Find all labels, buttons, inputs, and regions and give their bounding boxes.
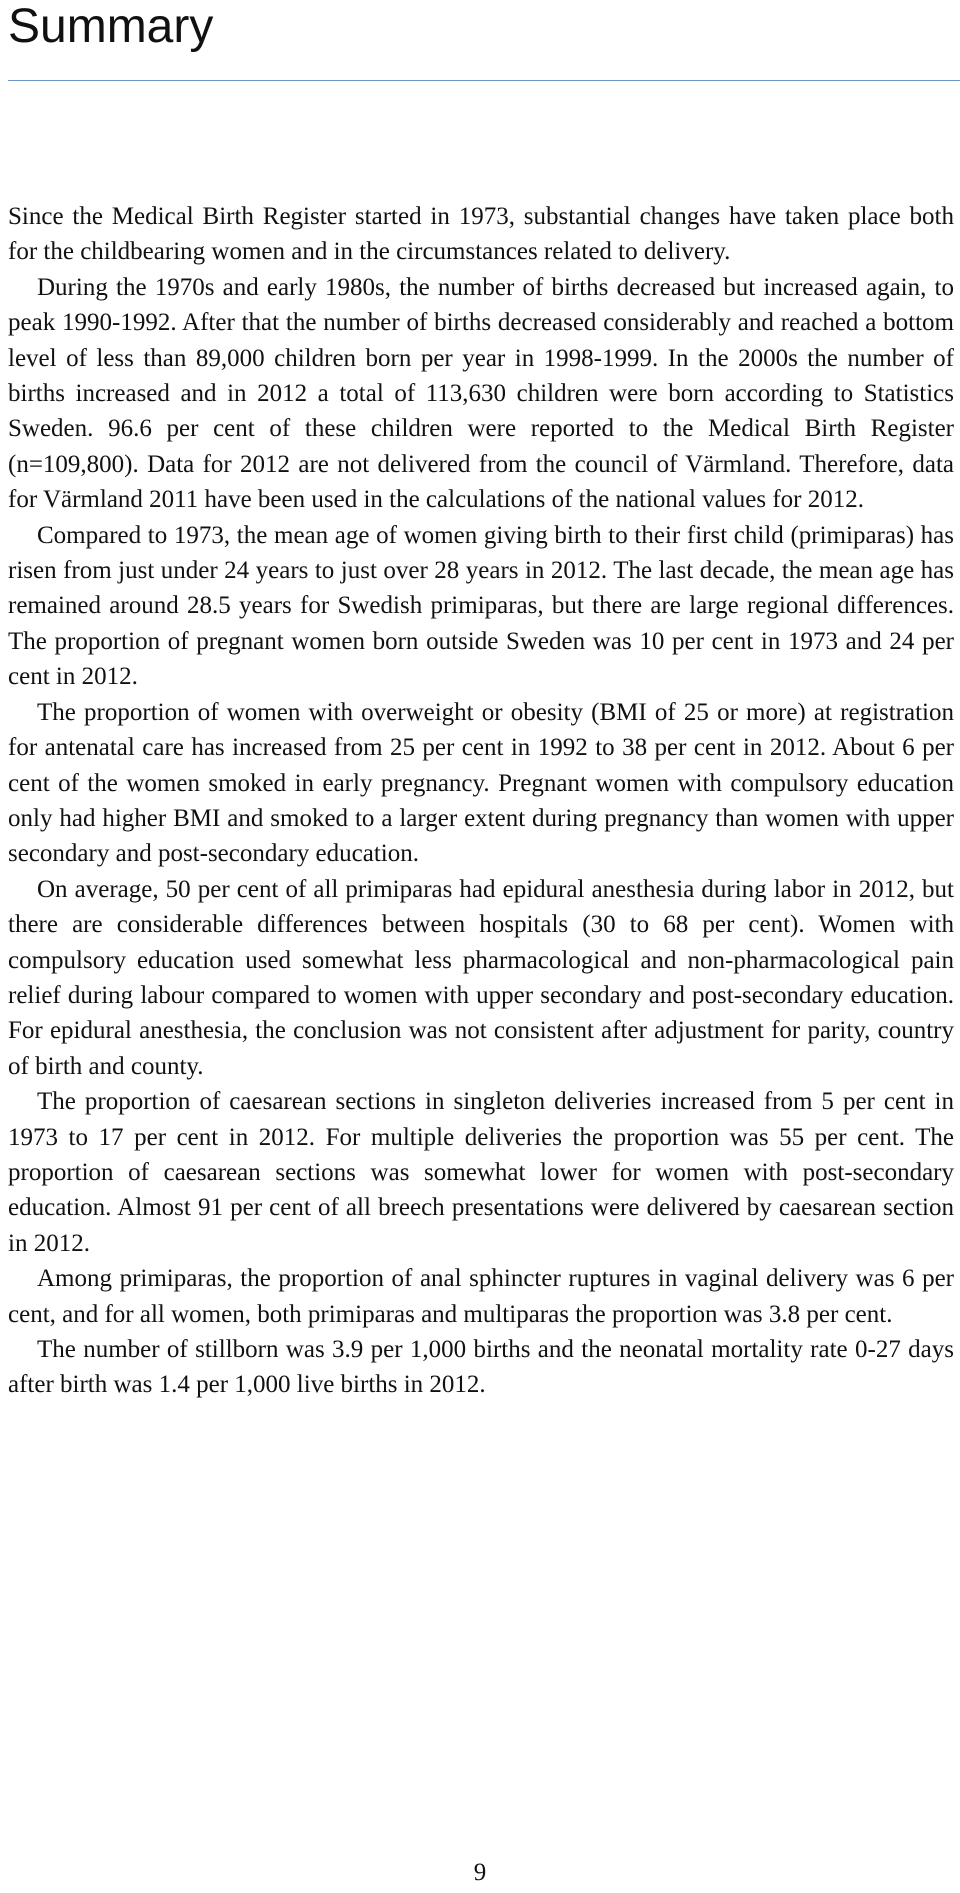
paragraph-caesarean: The proportion of caesarean sections in singleton deliveries increased from 5 per cent in 1973 to 17 per cent in 2012. For multiple deliveries the proportion was 55 per cent. The proportion of caesarean sections was somewhat lower for women with post-secondary education. Almost 91 per cent of all breech presentations were delivered by caesarean section in 2012. bbox=[8, 1088, 954, 1257]
summary-body bbox=[8, 199, 954, 1403]
paragraph-register-intro: Since the Medical Birth Register started in 1973, substantial changes have taken place both for the childbearing women and in the circumstances related to delivery. bbox=[8, 203, 954, 266]
paragraph-bmi-smoking: The proportion of women with overweight or obesity (BMI of 25 or more) at registration for antenatal care has increased from 25 per cent in 1992 to 38 per cent in 2012. About 6 per cent of the women smoked in early pregnancy. Pregnant women with compulsory education only had higher BMI and smoked to a larger extent during pregnancy than women with upper secondary and post-secondary education. bbox=[8, 698, 954, 868]
paragraph-stillborn-mortality: The number of stillborn was 3.9 per 1,000 births and the neonatal mortality rate 0-27 days after birth was 1.4 per 1,000 live births in 2012. bbox=[8, 1336, 954, 1399]
paragraph-pain-relief: On average, 50 per cent of all primiparas had epidural anesthesia during labor in 2012, but there are considerable differences between hospitals (30 to 68 per cent). Women with compulsory education used somewhat less pharmacological and non-pharmacological pain relief during labour compared to women with upper secondary and post-secondary education. For epidural anesthesia, the conclusion was not consistent after adjustment for parity, country of birth and county. bbox=[8, 875, 954, 1080]
title-divider bbox=[8, 80, 960, 81]
paragraph-number-of-births: During the 1970s and early 1980s, the number of births decreased but increased again, to peak 1990-1992. After that the number of births decreased considerably and reached a bottom level of less than 89,000 children born per year in 1998-1999. In the 2000s the number of births increased and in 2012 a total of 113,630 children were born according to Statistics Sweden. 96.6 per cent of these children were reported to the Medical Birth Register (n=109,800). Data for 2012 are not delivered from the council of Värmland. Therefore, data for Värmland 2011 have been used in the calculations of the national values for 2012. bbox=[8, 273, 954, 514]
paragraph-sphincter-ruptures: Among primiparas, the proportion of anal sphincter ruptures in vaginal delivery was 6 per cent, and for all women, both primiparas and multiparas the proportion was 3.8 per cent. bbox=[8, 1265, 954, 1328]
page-number: 9 bbox=[473, 1859, 487, 1886]
page-title: Summary bbox=[8, 0, 214, 53]
paragraph-maternal-age: Compared to 1973, the mean age of women giving birth to their first child (primiparas) has risen from just under 24 years to just over 28 years in 2012. The last decade, the mean age has remained around 28.5 years for Swedish primiparas, but there are large regional differences. The proportion of pregnant women born outside Sweden was 10 per cent in 1973 and 24 per cent in 2012. bbox=[8, 521, 954, 691]
